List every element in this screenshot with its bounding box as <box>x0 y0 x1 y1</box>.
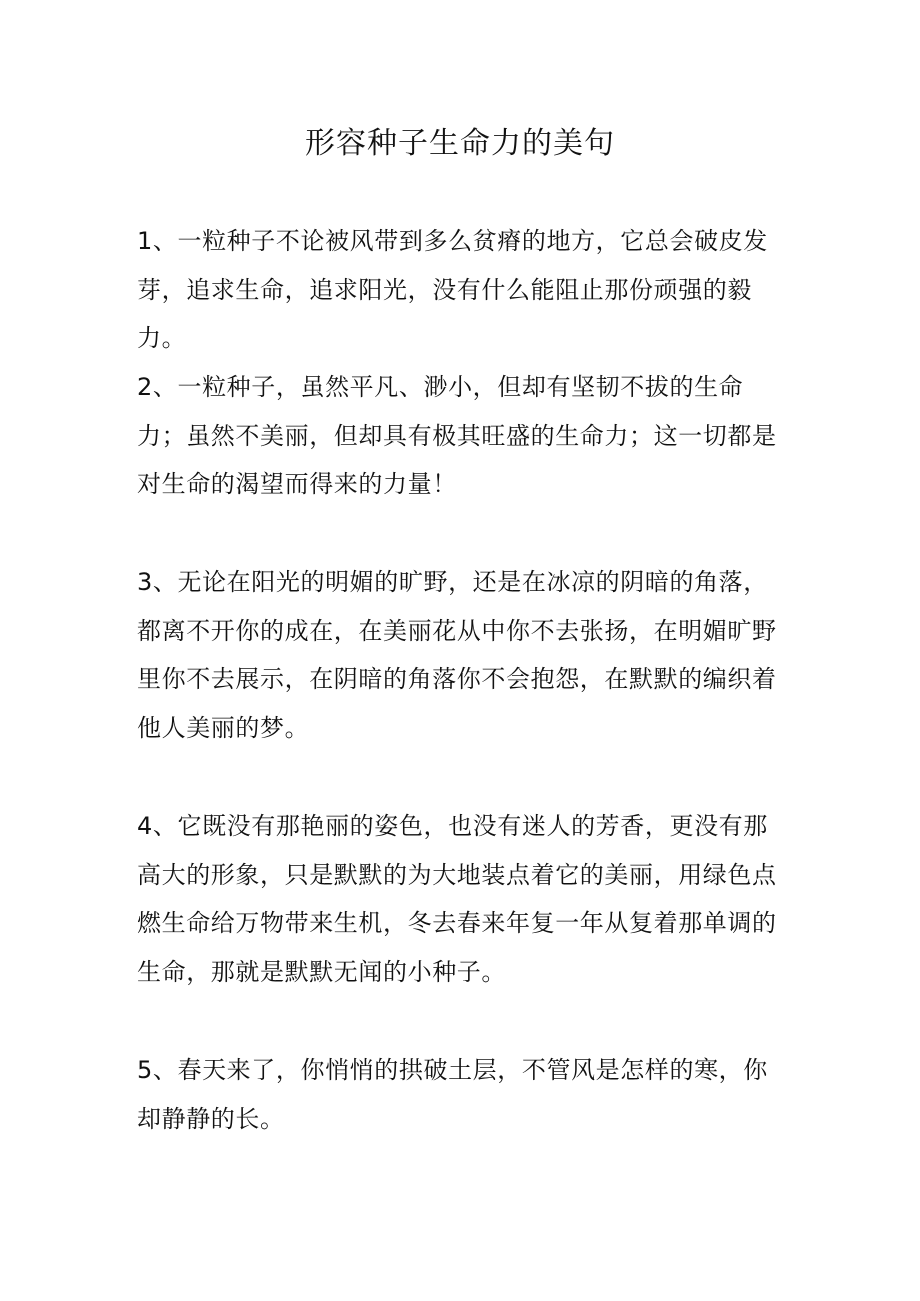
paragraph-1: 1、一粒种子不论被风带到多么贫瘠的地方，它总会破皮发芽，追求生命，追求阳光，没有什么能阻止那份顽强的毅力。 <box>137 227 768 352</box>
paragraph-3: 3、无论在阳光的明媚的旷野，还是在冰凉的阴暗的角落，都离不开你的成在，在美丽花从中你不去张扬，在明媚旷野里你不去展示，在阴暗的角落你不会抱怨，在默默的编织着他人美丽的梦。 <box>137 568 777 742</box>
paragraph-5: 5、春天来了，你悄悄的拱破土层，不管风是怎样的寒，你却静静的长。 <box>137 1056 768 1133</box>
paragraph-4: 4、它既没有那艳丽的姿色，也没有迷人的芳香，更没有那高大的形象，只是默默的为大地装点着它的美丽，用绿色点燃生命给万物带来生机，冬去春来年复一年从复着那单调的生命，那就是默默无闻的小种子。 <box>137 812 777 986</box>
paragraph-2: 2、一粒种子，虽然平凡、渺小，但却有坚韧不拔的生命力；虽然不美丽，但却具有极其旺盛的生命力；这一切都是对生命的渴望而得来的力量！ <box>137 373 777 498</box>
document-title: 形容种子生命力的美句 <box>305 126 615 161</box>
